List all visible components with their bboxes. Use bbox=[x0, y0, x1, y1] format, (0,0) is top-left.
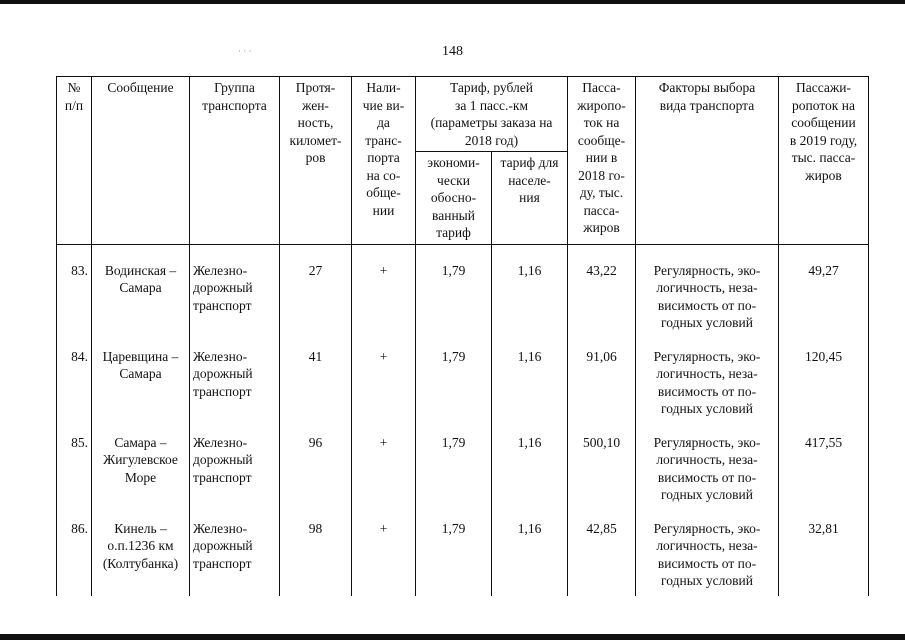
row-num: 83. bbox=[57, 262, 92, 348]
row-presence: + bbox=[352, 434, 416, 520]
table-header-row bbox=[57, 77, 869, 152]
row-flow-2019: 120,45 bbox=[779, 348, 869, 434]
header-tariff-econ: экономи- чески обосно- ванный тариф bbox=[416, 152, 492, 245]
row-factors: Регулярность, эко- логичность, неза- висимость от по- годных условий bbox=[636, 348, 779, 434]
row-route: Водинская – Самара bbox=[92, 262, 190, 348]
row-tariff-pop: 1,16 bbox=[492, 434, 568, 520]
row-num: 85. bbox=[57, 434, 92, 520]
scan-speck: · · · bbox=[238, 46, 252, 56]
row-route: Самара – Жигулевское Море bbox=[92, 434, 190, 520]
header-route: Сообщение bbox=[92, 77, 190, 245]
row-flow-2019: 49,27 bbox=[779, 262, 869, 348]
row-tariff-pop: 1,16 bbox=[492, 348, 568, 434]
row-factors: Регулярность, эко- логичность, неза- висимость от по- годных условий bbox=[636, 520, 779, 596]
row-factors: Регулярность, эко- логичность, неза- висимость от по- годных условий bbox=[636, 262, 779, 348]
row-tariff-econ: 1,79 bbox=[416, 262, 492, 348]
row-flow-2018: 43,22 bbox=[568, 262, 636, 348]
table-row bbox=[57, 348, 869, 434]
row-num: 84. bbox=[57, 348, 92, 434]
row-group: Железно- дорожный транспорт bbox=[190, 520, 280, 596]
scan-edge-bottom bbox=[0, 634, 905, 640]
row-flow-2018: 42,85 bbox=[568, 520, 636, 596]
row-flow-2018: 91,06 bbox=[568, 348, 636, 434]
row-length: 96 bbox=[280, 434, 352, 520]
row-tariff-econ: 1,79 bbox=[416, 434, 492, 520]
header-gap-row bbox=[57, 244, 869, 262]
header-length: Протя- жен- ность, километ- ров bbox=[280, 77, 352, 245]
row-num: 86. bbox=[57, 520, 92, 596]
row-presence: + bbox=[352, 520, 416, 596]
page-number: 148 bbox=[442, 44, 463, 59]
header-tariff: Тариф, рублей за 1 пасс.-км (параметры заказа на 2018 год) bbox=[416, 77, 568, 152]
header-group: Группа транспорта bbox=[190, 77, 280, 245]
row-length: 41 bbox=[280, 348, 352, 434]
row-tariff-pop: 1,16 bbox=[492, 262, 568, 348]
table-row bbox=[57, 434, 869, 520]
row-route: Царевщина – Самара bbox=[92, 348, 190, 434]
row-tariff-econ: 1,79 bbox=[416, 520, 492, 596]
row-tariff-econ: 1,79 bbox=[416, 348, 492, 434]
header-flow-2018: Пасса- жиропо- ток на сообще- нии в 2018 го- ду, тыс. пасса- жиров bbox=[568, 77, 636, 245]
table-row bbox=[57, 262, 869, 348]
row-group: Железно- дорожный транспорт bbox=[190, 434, 280, 520]
header-factors: Факторы выбора вида транспорта bbox=[636, 77, 779, 245]
row-tariff-pop: 1,16 bbox=[492, 520, 568, 596]
row-flow-2019: 32,81 bbox=[779, 520, 869, 596]
row-length: 98 bbox=[280, 520, 352, 596]
row-group: Железно- дорожный транспорт bbox=[190, 348, 280, 434]
header-num: № п/п bbox=[57, 77, 92, 245]
transport-table bbox=[56, 76, 869, 596]
table-row bbox=[57, 520, 869, 596]
row-factors: Регулярность, эко- логичность, неза- висимость от по- годных условий bbox=[636, 434, 779, 520]
scan-edge-top bbox=[0, 0, 905, 4]
row-presence: + bbox=[352, 262, 416, 348]
row-flow-2018: 500,10 bbox=[568, 434, 636, 520]
row-presence: + bbox=[352, 348, 416, 434]
header-presence: Нали- чие ви- да транс- порта на со- обще- нии bbox=[352, 77, 416, 245]
row-group: Железно- дорожный транспорт bbox=[190, 262, 280, 348]
row-flow-2019: 417,55 bbox=[779, 434, 869, 520]
header-flow-2019: Пассажи- ропоток на сообщении в 2019 году, тыс. пасса- жиров bbox=[779, 77, 869, 245]
row-route: Кинель – о.п.1236 км (Колтубанка) bbox=[92, 520, 190, 596]
row-length: 27 bbox=[280, 262, 352, 348]
header-tariff-pop: тариф для населе- ния bbox=[492, 152, 568, 245]
